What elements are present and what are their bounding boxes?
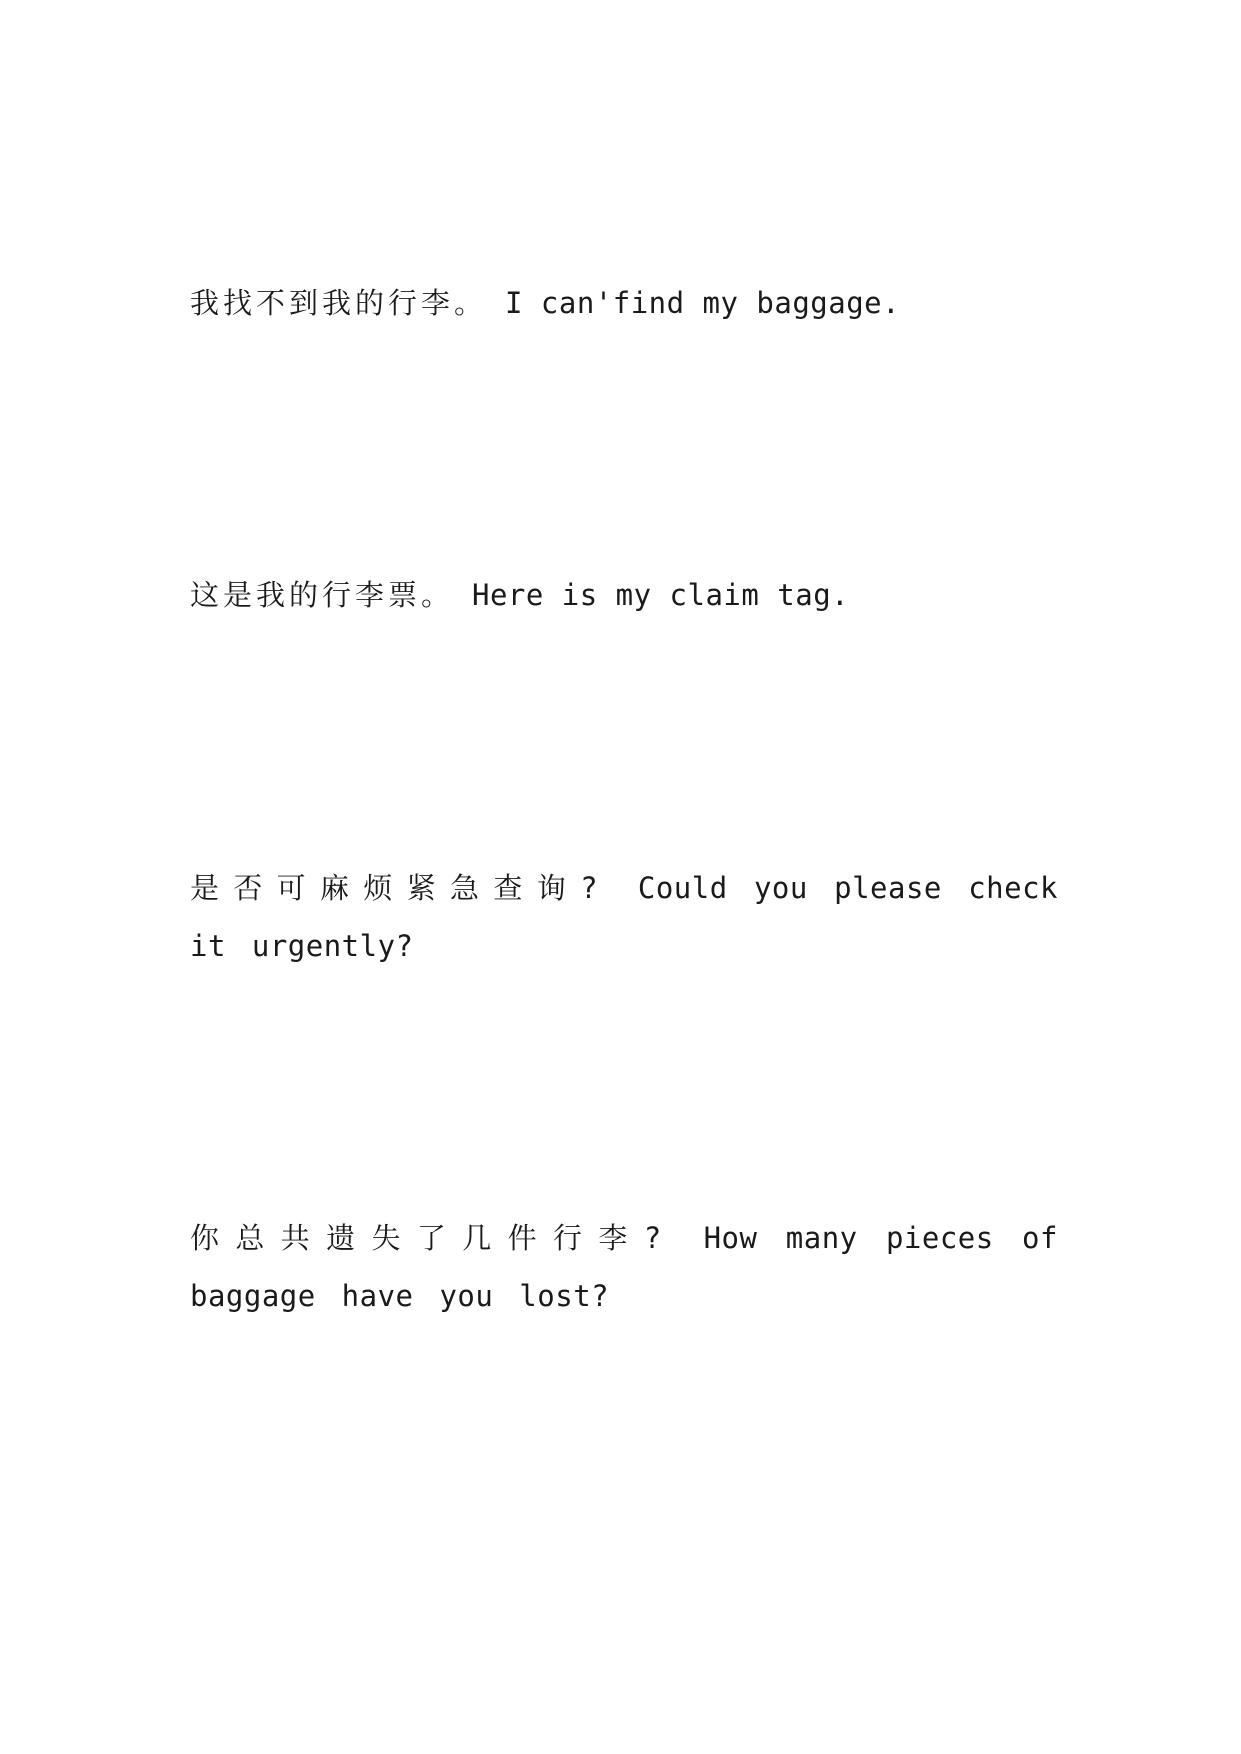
paragraph-1-chinese: 我找不到我的行李。	[190, 286, 488, 320]
paragraph-1	[190, 274, 1058, 332]
paragraph-4-chinese: 你总共遗失了几件行李?	[190, 1221, 676, 1255]
paragraph-3-english: Could you please check it urgently?	[190, 871, 1058, 963]
paragraph-2-english: Here is my claim tag.	[471, 578, 850, 612]
paragraph-3	[190, 859, 1058, 975]
paragraph-3-chinese: 是否可麻烦紧急查询?	[190, 871, 612, 905]
paragraph-4	[190, 1209, 1058, 1325]
paragraph-2-chinese: 这是我的行李票。	[190, 578, 455, 612]
paragraph-4-english: How many pieces of baggage have you lost?	[190, 1221, 1058, 1313]
paragraph-2	[190, 566, 1058, 624]
paragraph-1-english: I can'find my baggage.	[504, 286, 901, 320]
